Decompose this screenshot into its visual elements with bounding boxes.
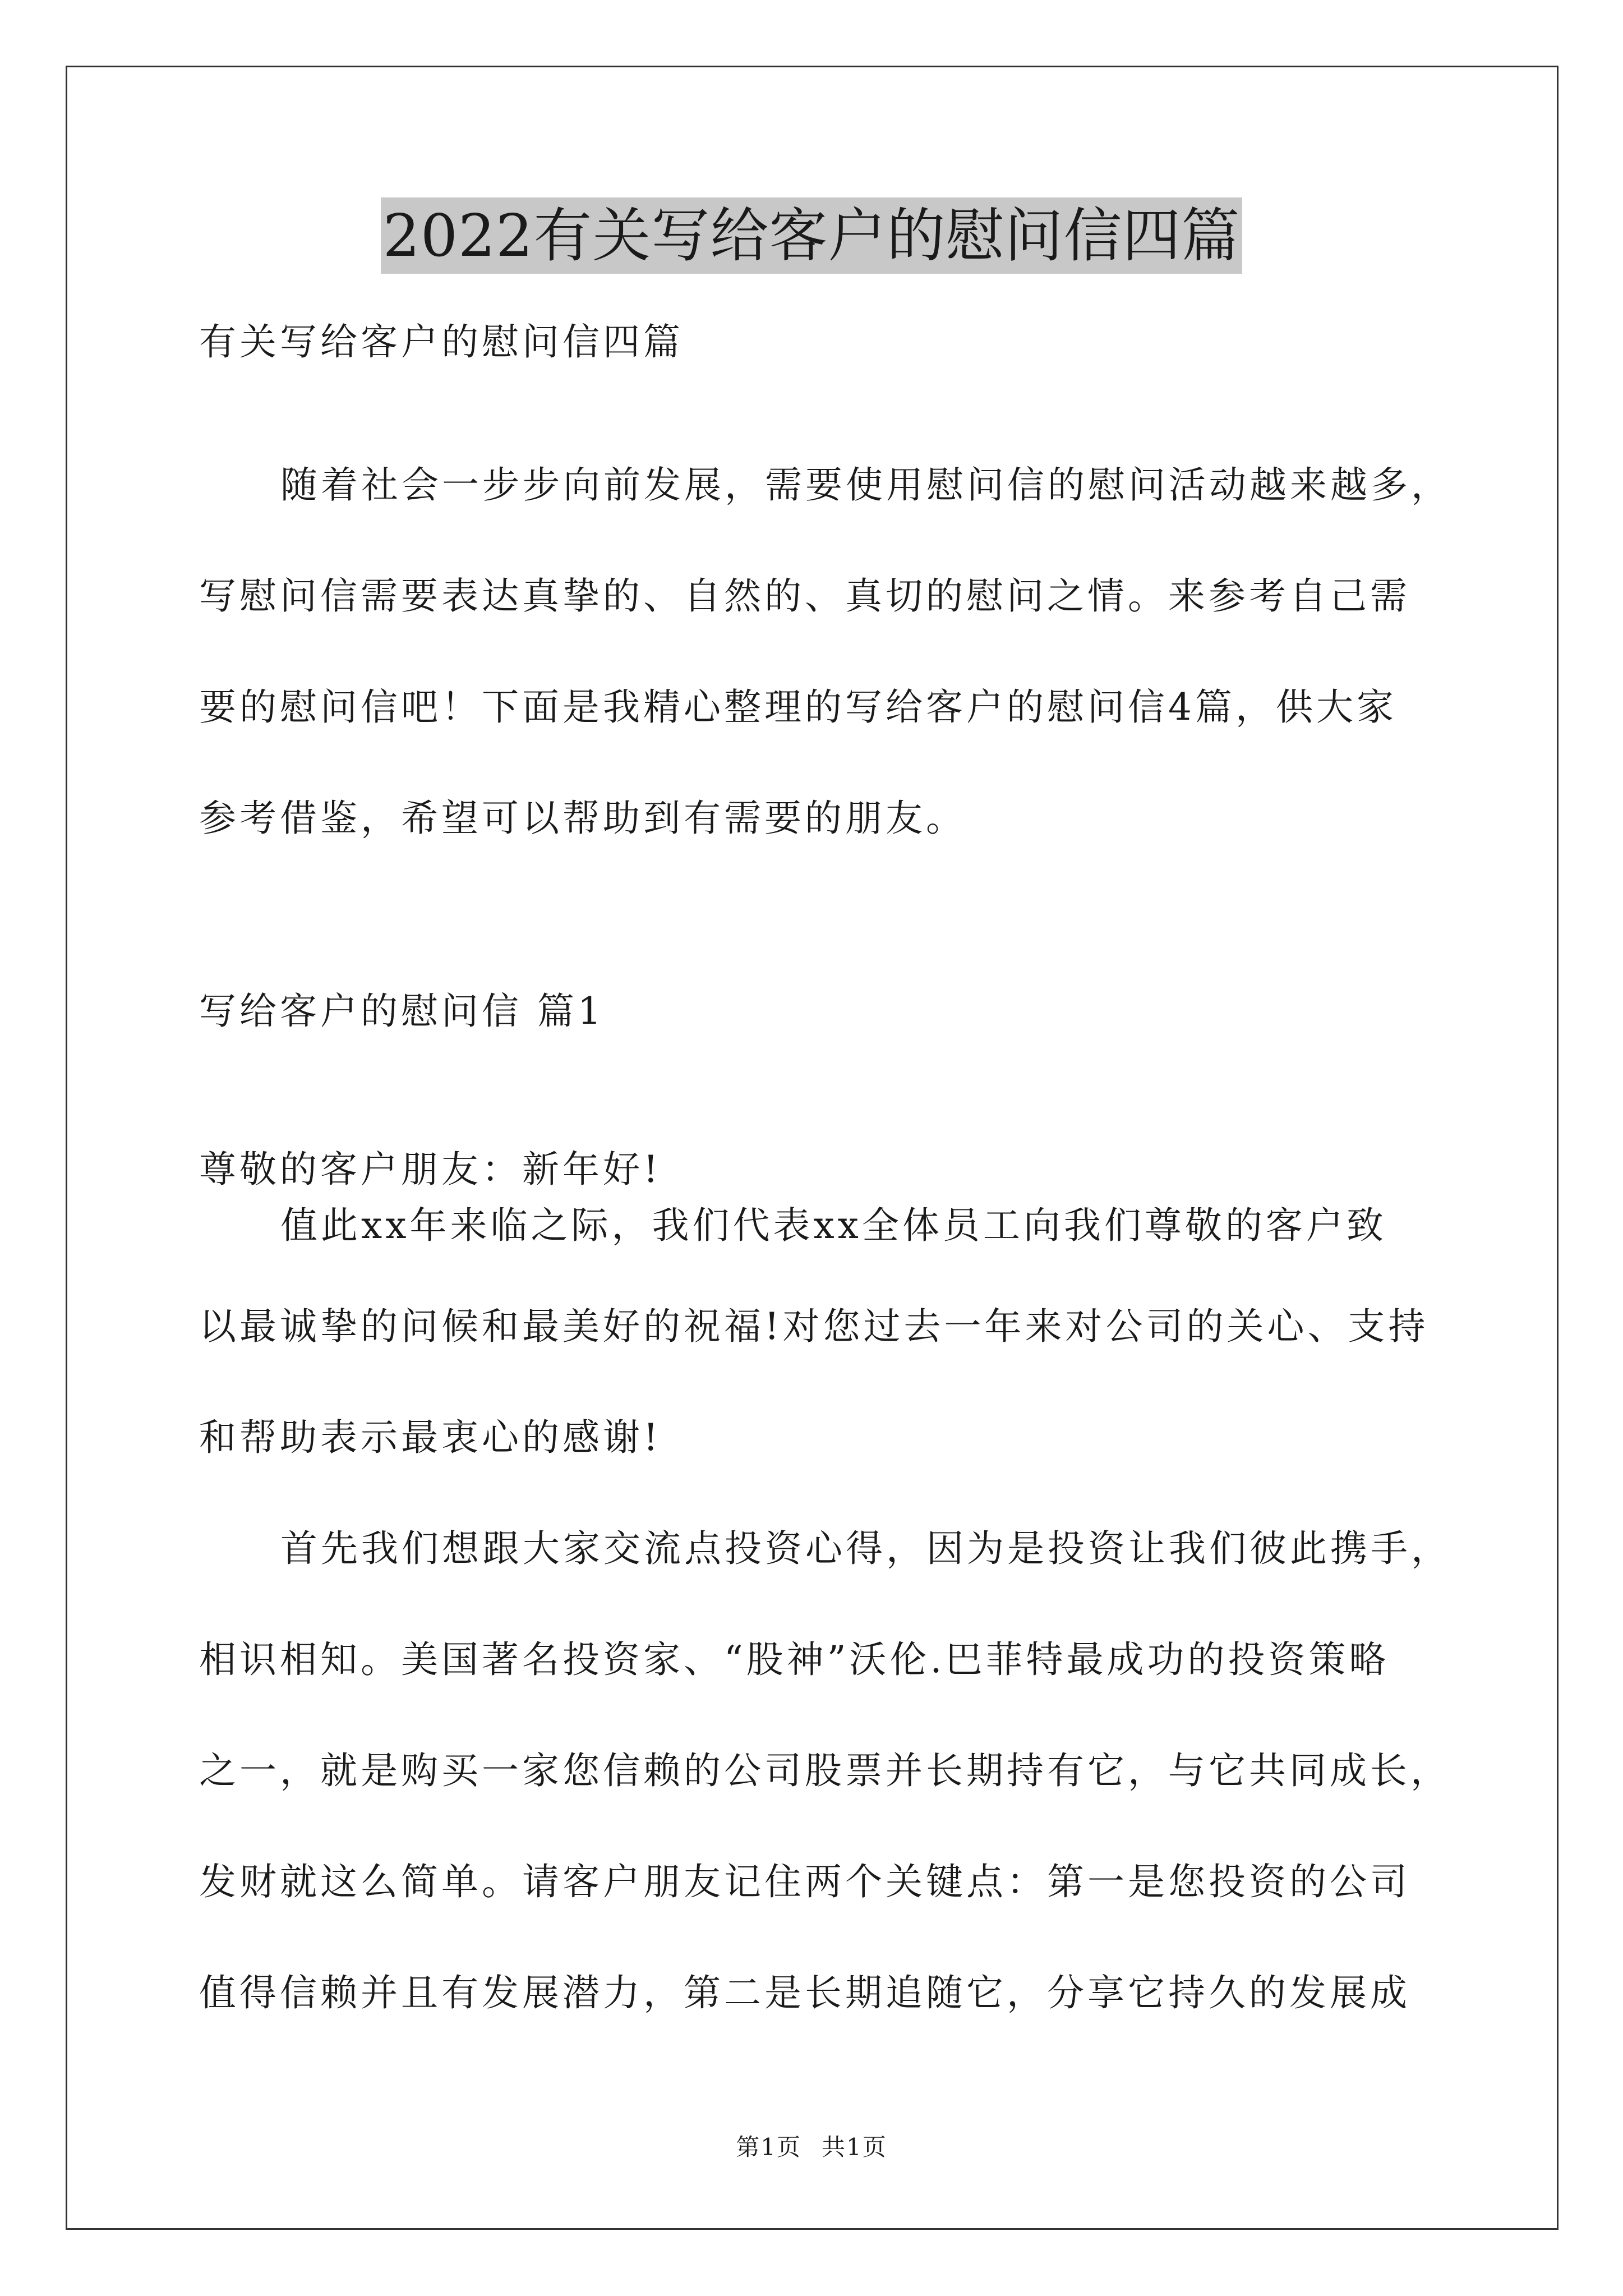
paragraph-line: 和帮助表示最衷心的感谢!	[199, 1416, 662, 1459]
section-heading: 写给客户的慰问信 篇1	[199, 990, 605, 1033]
paragraph-line: 要的慰问信吧！下面是我精心整理的写给客户的慰问信4篇，供大家	[199, 685, 1397, 729]
paragraph-line: 写慰问信需要表达真挚的、自然的、真切的慰问之情。来参考自己需	[199, 574, 1410, 618]
paragraph-line: 相识相知。美国著名投资家、“股神”沃伦.巴菲特最成功的投资策略	[199, 1638, 1390, 1681]
document-subtitle: 有关写给客户的慰问信四篇	[199, 320, 684, 364]
title-container	[0, 197, 1623, 274]
page-total: 共1页	[822, 2133, 887, 2161]
page-footer	[0, 2132, 1623, 2163]
salutation: 尊敬的客户朋友：新年好!	[199, 1148, 662, 1191]
paragraph-line: 发财就这么简单。请客户朋友记住两个关键点：第一是您投资的公司	[199, 1860, 1410, 1903]
paragraph-line: 以最诚挚的问候和最美好的祝福!对您过去一年来对公司的关心、支持	[199, 1305, 1429, 1348]
paragraph-line: 随着社会一步步向前发展，需要使用慰问信的慰问活动越来越多，	[280, 463, 1451, 507]
paragraph-line: 值得信赖并且有发展潜力，第二是长期追随它，分享它持久的发展成	[199, 1971, 1410, 2014]
paragraph-line: 之一，就是购买一家您信赖的公司股票并长期持有它，与它共同成长，	[199, 1749, 1451, 1792]
document-title: 2022有关写给客户的慰问信四篇	[381, 197, 1243, 274]
paragraph-line: 值此xx年来临之际，我们代表xx全体员工向我们尊敬的客户致	[280, 1204, 1387, 1247]
paragraph-line: 首先我们想跟大家交流点投资心得，因为是投资让我们彼此携手，	[280, 1527, 1451, 1570]
paragraph-line: 参考借鉴，希望可以帮助到有需要的朋友。	[199, 797, 966, 840]
page-number: 第1页	[736, 2133, 801, 2161]
